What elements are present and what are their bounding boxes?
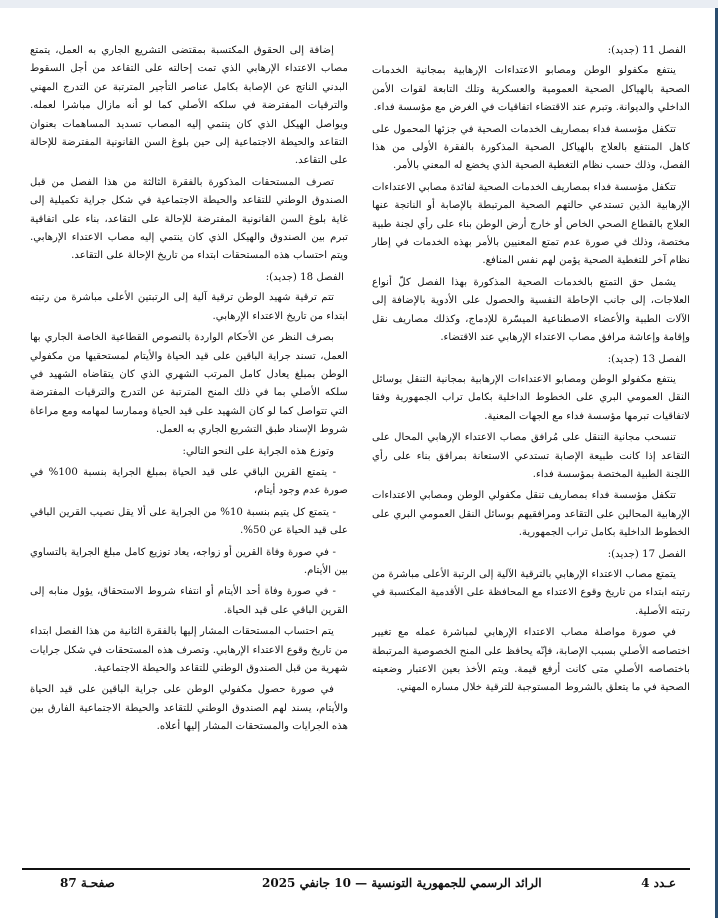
list-item: - في صورة وفاة أحد الأيتام أو انتفاء شروط الاستحقاق، يؤول منابه إلى القرين الباقي على قيد الحياة. bbox=[30, 586, 348, 616]
list-item: - يتمتع القرين الباقي على قيد الحياة بمبلغ الجراية بنسبة 100% في صورة عدم وجود أيتام، bbox=[30, 466, 348, 497]
article-heading: الفصل 13 (جديد): bbox=[607, 353, 686, 365]
paragraph: تتم ترقية شهيد الوطن ترقية آلية إلى الرتبتين الأعلى مباشرة من رتبته ابتداء من تاريخ الاعتداء الإرهابي. bbox=[30, 292, 348, 322]
paragraph: في صورة حصول مكفولي الوطن على جراية الباقين على قيد الحياة والأيتام، يسند لهم الصندوق الوطني للتقاعد والحيطة الاجتماعية الفارق بين هذه الجرايات والمستحقات المشار إليها أعلاه. bbox=[30, 684, 348, 733]
paragraph: وتوزع هذه الجراية على النحو التالي: bbox=[182, 445, 334, 457]
paragraph: يشمل حق التمتع بالخدمات الصحية المذكورة بهذا الفصل كلّ أنواع العلاجات، إلى جانب الإحاطة النفسية والحصول على الأدوية بالإضافة إلى الآلات الطبية والأعضاء الاصطناعية الميسّرة للإدماج، وكذلك مصاريف نقل وإقامة وإعاشة مرافق مصاب الاعتداء الإرهابي عند الاقتضاء. bbox=[372, 276, 690, 344]
paragraph: تتكفل مؤسسة فداء بمصاريف الخدمات الصحية في جزئها المحمول على كاهل المنتفع بالعلاج بالهياكل الصحية المذكورة بالفقرة الأولى من هذا الفصل، وذلك حسب نظام التغطية الصحية الذي يخضع له المعني بالأمر. bbox=[372, 123, 690, 172]
footer-divider bbox=[22, 868, 690, 870]
article-heading: الفصل 18 (جديد): bbox=[265, 271, 344, 283]
list-item: - في صورة وفاة القرين أو زواجه، يعاد توزيع كامل مبلغ الجراية بالتساوي بين الأيتام. bbox=[30, 546, 348, 576]
paragraph: إضافة إلى الحقوق المكتسبة بمقتضى التشريع الجاري به العمل، يتمتع مصاب الاعتداء الإرهابي الذي تمت إحالته على التقاعد من أجل السقوط البدني الناتج عن الإصابة بكامل عناصر التأجير المترتبة عن التدرج المهني والترقيات المفترضة في سلكه الأصلي كما لو أنه مازال مباشرا لعمله. ويواصل الهيكل الذي كان ينتمي إليه المصاب تسديد المساهمات بعنوان التقاعد والحيطة الاجتماعية إلى حين بلوغ السن القانونية المفترضة للإحالة على التقاعد. bbox=[30, 45, 348, 167]
paragraph: تتكفل مؤسسة فداء بمصاريف تنقل مكفولي الوطن ومصابي الاعتداءات الإرهابية المحالين على التقاعد ومرافقيهم بوسائل النقل العمومي البري على الخطوط الداخلية بكامل تراب الجمهورية. bbox=[372, 490, 690, 539]
issue-number: عـدد 4 bbox=[641, 876, 676, 890]
paragraph: تصرف المستحقات المذكورة بالفقرة الثالثة من هذا الفصل من قبل الصندوق الوطني للتقاعد والحيطة الاجتماعية في شكل جراية تكميلية إلى غاية بلوغ السن القانونية المفترضة للإحالة على التقاعد، بناء على اتفاقية تبرم بين الصندوق والهيكل الذي كان ينتمي إليه مصاب الاعتداء الإرهابي. ويتم احتساب هذه المستحقات ابتداء من تاريخ الإحالة على التقاعد. bbox=[30, 176, 348, 262]
paragraph: ينتفع مكفولو الوطن ومصابو الاعتداءات الإرهابية بمجانية التنقل بوسائل النقل العمومي البري على الخطوط الداخلية بكامل تراب الجمهورية وفقا لاتفاقيات تبرمها مؤسسة فداء مع الجهات المعنية. bbox=[372, 373, 690, 422]
paragraph: تنسحب مجانية التنقل على مُرافق مصاب الاعتداء الإرهابي المحال على التقاعد إذا كانت طبيعة الإصابة تستدعي الاستعانة بمرافق بناء على رأي اللجنة الطبية المختصة بمؤسسة فداء. bbox=[372, 432, 690, 480]
paragraph: يتمتع مصاب الاعتداء الإرهابي بالترقية الآلية إلى الرتبة الأعلى مباشرة من رتبته ابتداء من تاريخ وقوع الاعتداء مع المحافظة على الأقدمية المكتسبة في رتبته الأصلية. bbox=[372, 568, 690, 617]
top-band bbox=[0, 0, 718, 8]
list-item: - يتمتع كل يتيم بنسبة 10% من الجراية على ألا يقل نصيب القرين الباقي على قيد الحياة عن 50%. bbox=[30, 506, 348, 537]
paragraph: بصرف النظر عن الأحكام الواردة بالنصوص القطاعية الخاصة الجاري بها العمل، تسند جراية الباقين على قيد الحياة والأيتام لمستحقيها من مكفولي الوطن بمبلغ يعادل كامل المرتب الشهري الذي كان يتقاضاه الشهيد في سلكه الأصلي بما في ذلك المنح المترتبة عن التدرج والترقيات المفترضة التي تتواصل كما لو كان الشهيد على قيد الحياة وممارسا لمهامه ومع مراعاة شروط الإسناد طبق التشريع الجاري به العمل. bbox=[30, 332, 348, 436]
page-number: صفحـة 87 bbox=[60, 876, 115, 890]
journal-title-date: الرائد الرسمي للجمهورية التونسية — 10 جانفي 2025 bbox=[262, 876, 542, 890]
article-heading: الفصل 11 (جديد): bbox=[607, 45, 686, 56]
paragraph: في صورة مواصلة مصاب الاعتداء الإرهابي لمباشرة عمله مع تغيير اختصاصه الأصلي بسبب الإصابة، فإنّه يحافظ على المنح الخصوصية المرتبطة باختصاصه الأصلي متى كانت أرفع قيمة. ويتم الأخذ بعين الاعتبار وضعيته الصحية في ما يتعلق بالشروط المستوجبة للترقية خلال مساره المهني. bbox=[372, 627, 690, 694]
paragraph: تتكفل مؤسسة فداء بمصاريف الخدمات الصحية لفائدة مصابي الاعتداءات الإرهابية الذين تستدعي حالتهم الصحية المرتبطة بالإصابة أو الناتجة عنها العلاج بالقطاع الصحي الخاص أو خارج أرض الوطن بناء على رأي لجنة طبية مختصة، وذلك في صورة عدم تمتع المعنيين بالأمر بهذه الخدمات في إطار نظام آخر للتغطية الصحية يؤمن لهم نفس المنافع. bbox=[372, 181, 690, 267]
right-column bbox=[372, 42, 690, 701]
left-column bbox=[30, 42, 348, 740]
article-heading: الفصل 17 (جديد): bbox=[607, 548, 686, 560]
page-footer bbox=[22, 876, 690, 896]
paragraph: ينتفع مكفولو الوطن ومصابو الاعتداءات الإرهابية بمجانية الخدمات الصحية بالهياكل الصحية العمومية والعسكرية وتلك التابعة لقوات الأمن الداخلي والديوانة. وتبرم عند الاقتضاء اتفاقيات في الغرض مع مؤسسة فداء. bbox=[372, 65, 690, 114]
paragraph: يتم احتساب المستحقات المشار إليها بالفقرة الثانية من هذا الفصل ابتداء من تاريخ وقوع الاعتداء الإرهابي. وتصرف هذه المستحقات في شكل جرايات شهرية من قبل الصندوق الوطني للتقاعد والحيطة الاجتماعية. bbox=[30, 626, 348, 674]
